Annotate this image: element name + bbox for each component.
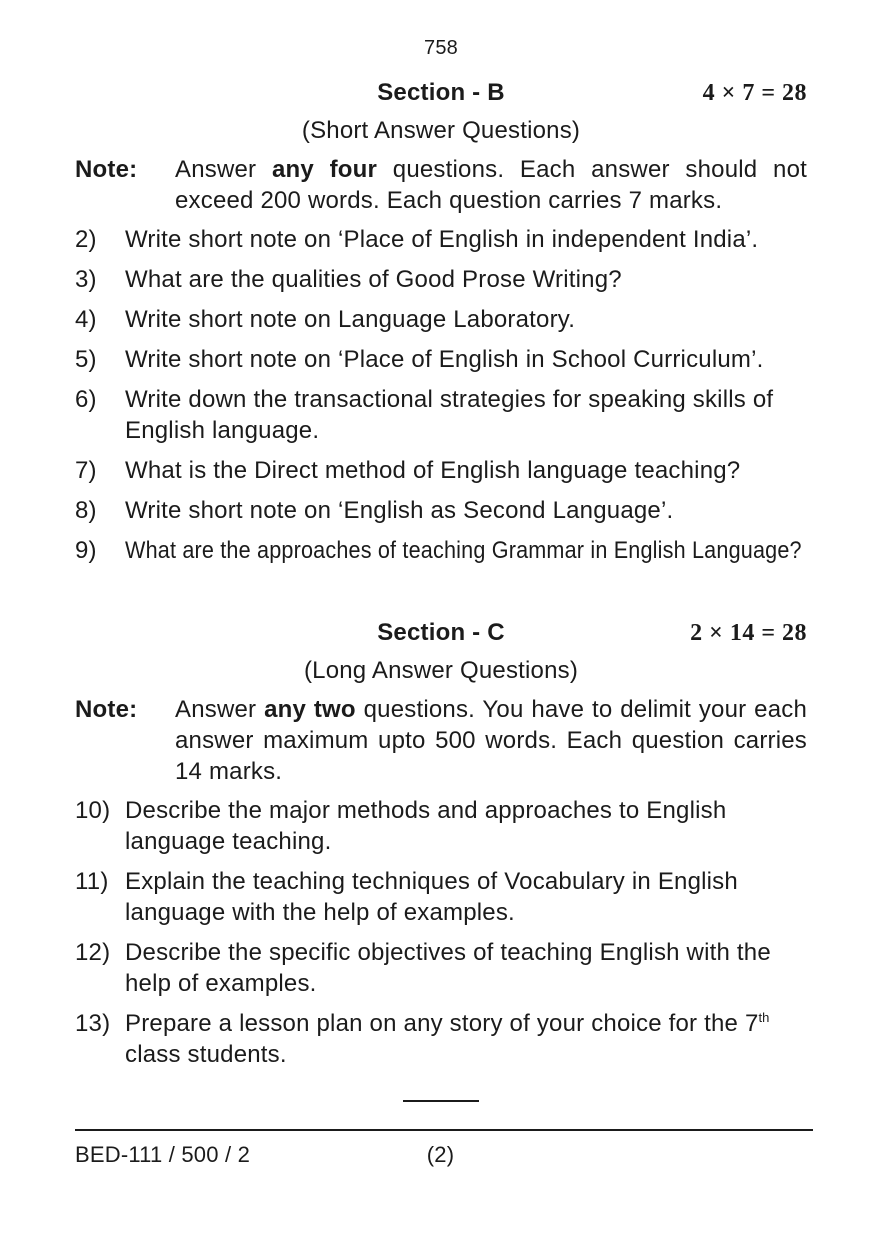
question-text: Explain the teaching techniques of Vocabulary in English language with the help of examples. xyxy=(125,868,738,926)
question-number: 7) xyxy=(75,457,97,484)
section-c-title: Section - C xyxy=(377,619,505,646)
end-of-questions-rule xyxy=(403,1100,479,1102)
section-b-questions xyxy=(75,224,807,566)
ordinal-superscript: th xyxy=(758,1010,770,1025)
question-text-after-sup: class students. xyxy=(125,1041,287,1068)
question-number: 9) xyxy=(75,537,97,564)
question-10 xyxy=(75,795,807,857)
note-text-suffix: questions. Each answer should not exceed 200 words. Each question carries 7 marks. xyxy=(175,156,807,214)
question-number: 8) xyxy=(75,497,97,524)
section-b-subtitle: (Short Answer Questions) xyxy=(301,117,581,144)
question-text: Write short note on ‘Place of English in School Curriculum’. xyxy=(125,346,764,373)
question-text: Write short note on Language Laboratory. xyxy=(125,306,576,333)
question-7 xyxy=(75,455,807,486)
section-b-title: Section - B xyxy=(377,79,505,106)
question-number: 5) xyxy=(75,346,97,373)
section-c-subtitle: (Long Answer Questions) xyxy=(303,657,579,684)
note-text-prefix: Answer xyxy=(175,156,272,183)
footer-rule xyxy=(75,1129,813,1131)
question-text: Write short note on ‘Place of English in independent India’. xyxy=(125,226,759,253)
page-number-top: 758 xyxy=(424,37,458,59)
note-text xyxy=(175,694,807,787)
question-text-condensed: What are the approaches of teaching Grammar in English Language? xyxy=(125,537,802,564)
note-text-prefix: Answer xyxy=(175,696,265,723)
section-b-note xyxy=(75,154,807,216)
footer-paper-code: BED-111 / 500 / 2 xyxy=(75,1142,251,1167)
section-b-header xyxy=(75,78,807,108)
footer-page-number: (2) xyxy=(426,1142,455,1167)
question-number: 11) xyxy=(75,868,109,895)
note-text-emphasis: any four xyxy=(271,156,378,183)
question-number: 13) xyxy=(75,1010,111,1037)
question-number: 4) xyxy=(75,306,97,333)
section-c-questions xyxy=(75,795,807,1070)
question-number: 10) xyxy=(75,797,111,824)
question-12 xyxy=(75,937,807,999)
section-c-marks: 2 × 14 = 28 xyxy=(690,620,807,646)
question-4 xyxy=(75,304,807,335)
note-text-suffix: questions. You have to delimit your each answer maximum upto 500 words. Each question carries 14 marks. xyxy=(175,696,807,785)
question-number: 6) xyxy=(75,386,97,413)
question-8 xyxy=(75,495,807,526)
question-number: 12) xyxy=(75,939,111,966)
question-6 xyxy=(75,384,807,446)
question-text-before-sup: Prepare a lesson plan on any story of your choice for the 7 xyxy=(125,1010,759,1037)
question-5 xyxy=(75,344,807,375)
section-c xyxy=(75,618,807,1070)
question-3 xyxy=(75,264,807,295)
question-number: 3) xyxy=(75,266,97,293)
question-2 xyxy=(75,224,807,255)
question-text: Describe the specific objectives of teaching English with the help of examples. xyxy=(125,939,771,997)
note-label: Note: xyxy=(75,156,138,183)
question-text: What are the qualities of Good Prose Writing? xyxy=(125,266,622,293)
question-text: What is the Direct method of English language teaching? xyxy=(125,457,741,484)
question-text: Write down the transactional strategies for speaking skills of English language. xyxy=(125,386,774,444)
note-text xyxy=(175,154,807,216)
section-b xyxy=(75,78,807,566)
note-text-emphasis: any two xyxy=(264,696,356,723)
question-13 xyxy=(75,1008,807,1070)
question-text-inline: Write short note on ‘English as Second Language’. xyxy=(125,497,674,524)
question-text xyxy=(125,535,877,566)
section-b-marks: 4 × 7 = 28 xyxy=(702,80,807,106)
question-number: 2) xyxy=(75,226,97,253)
note-label: Note: xyxy=(75,696,138,723)
question-9 xyxy=(75,535,807,566)
question-text: Describe the major methods and approaches to English language teaching. xyxy=(125,797,727,855)
section-c-header xyxy=(75,618,807,648)
section-c-note xyxy=(75,694,807,787)
question-text xyxy=(125,1008,807,1070)
question-11 xyxy=(75,866,807,928)
question-text xyxy=(125,495,807,526)
